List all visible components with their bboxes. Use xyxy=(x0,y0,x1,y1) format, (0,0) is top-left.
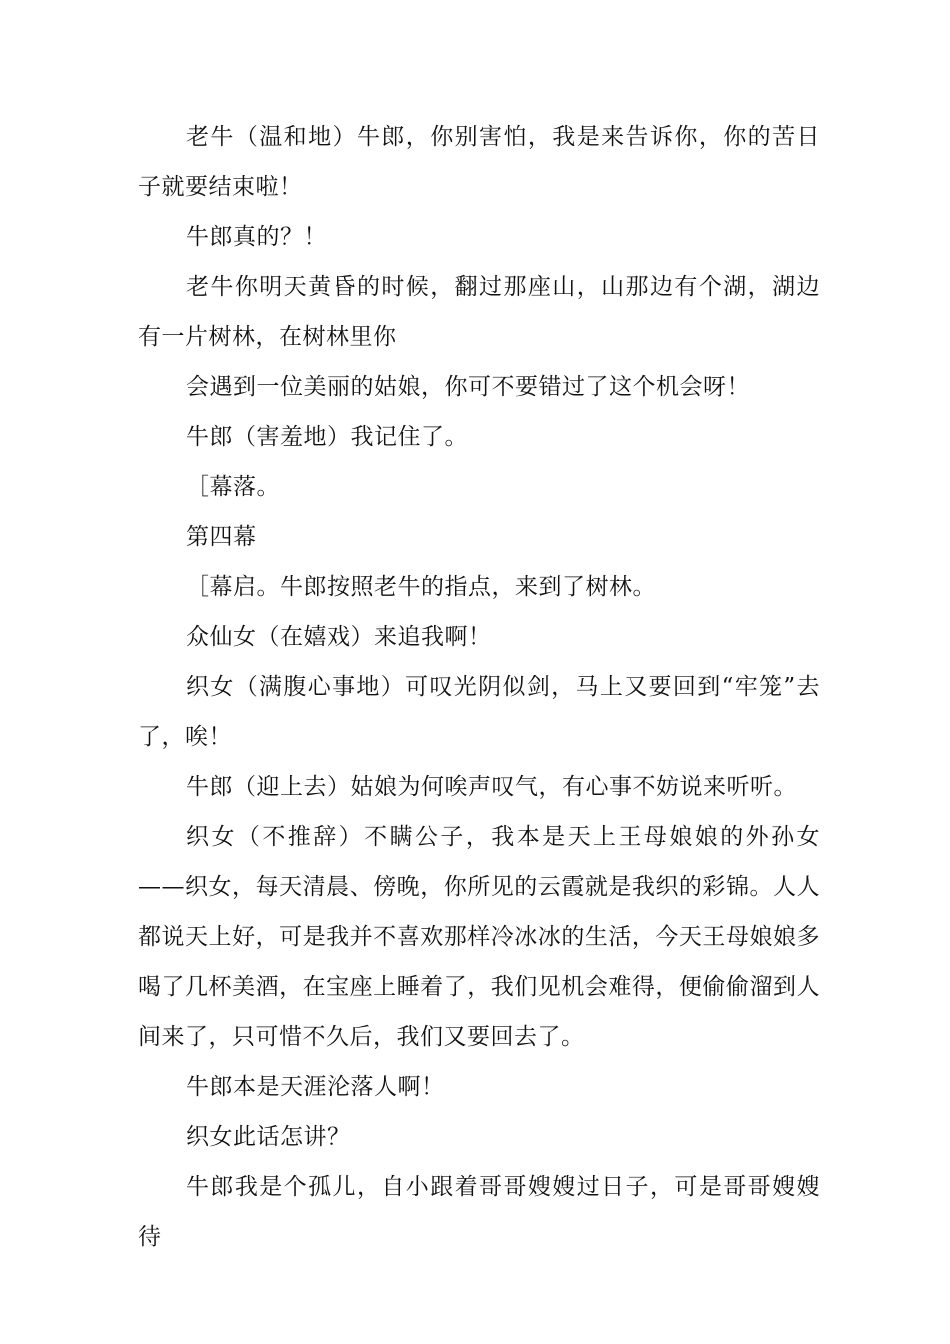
paragraph-niulang-ask: 牛郎（迎上去）姑娘为何唉声叹气，有心事不妨说来听听。 xyxy=(186,774,797,800)
paragraph-fairies-play: 众仙女（在嬉戏）来追我啊！ xyxy=(186,624,492,650)
paragraph-laoniu-meet-girl: 会遇到一位美丽的姑娘，你可不要错过了这个机会呀！ xyxy=(186,374,750,400)
paragraph-zhinv-story: 织女（不推辞）不瞒公子，我本是天上王母娘娘的外孙女——织女，每天清晨、傍晚，你所见的云霞就是我织的彩锦。人人都说天上好，可是我并不喜欢那样冷冰冰的生活，今天王母娘娘多喝了几杯美酒，在宝座上睡着了，我们见机会难得，便偷偷溜到人间来了，只可惜不久后，我们又要回去了。 xyxy=(138,824,820,1050)
stage-direction-curtain-falls: ［幕落。 xyxy=(186,474,280,500)
paragraph-niulang-remember: 牛郎（害羞地）我记住了。 xyxy=(186,424,468,450)
paragraph-zhinv-sigh: 织女（满腹心事地）可叹光阴似剑，马上又要回到“牢笼”去了，唉！ xyxy=(138,674,820,750)
paragraph-zhinv-question: 织女此话怎讲？ xyxy=(186,1124,351,1150)
paragraph-laoniu-comfort: 老牛（温和地）牛郎，你别害怕，我是来告诉你，你的苦日子就要结束啦！ xyxy=(138,124,820,200)
act-heading: 第四幕 xyxy=(186,524,257,550)
script-text-body xyxy=(138,112,820,1262)
paragraph-niulang-orphan: 牛郎我是个孤儿，自小跟着哥哥嫂嫂过日子，可是哥哥嫂嫂待 xyxy=(138,1174,820,1250)
paragraph-niulang-really: 牛郎真的？！ xyxy=(186,224,327,250)
paragraph-laoniu-directions: 老牛你明天黄昏的时候，翻过那座山，山那边有个湖，湖边有一片树林，在树林里你 xyxy=(138,274,820,350)
paragraph-niulang-fellow: 牛郎本是天涯沦落人啊！ xyxy=(186,1074,445,1100)
stage-direction-curtain-rises: ［幕启。牛郎按照老牛的指点，来到了树林。 xyxy=(186,574,656,600)
